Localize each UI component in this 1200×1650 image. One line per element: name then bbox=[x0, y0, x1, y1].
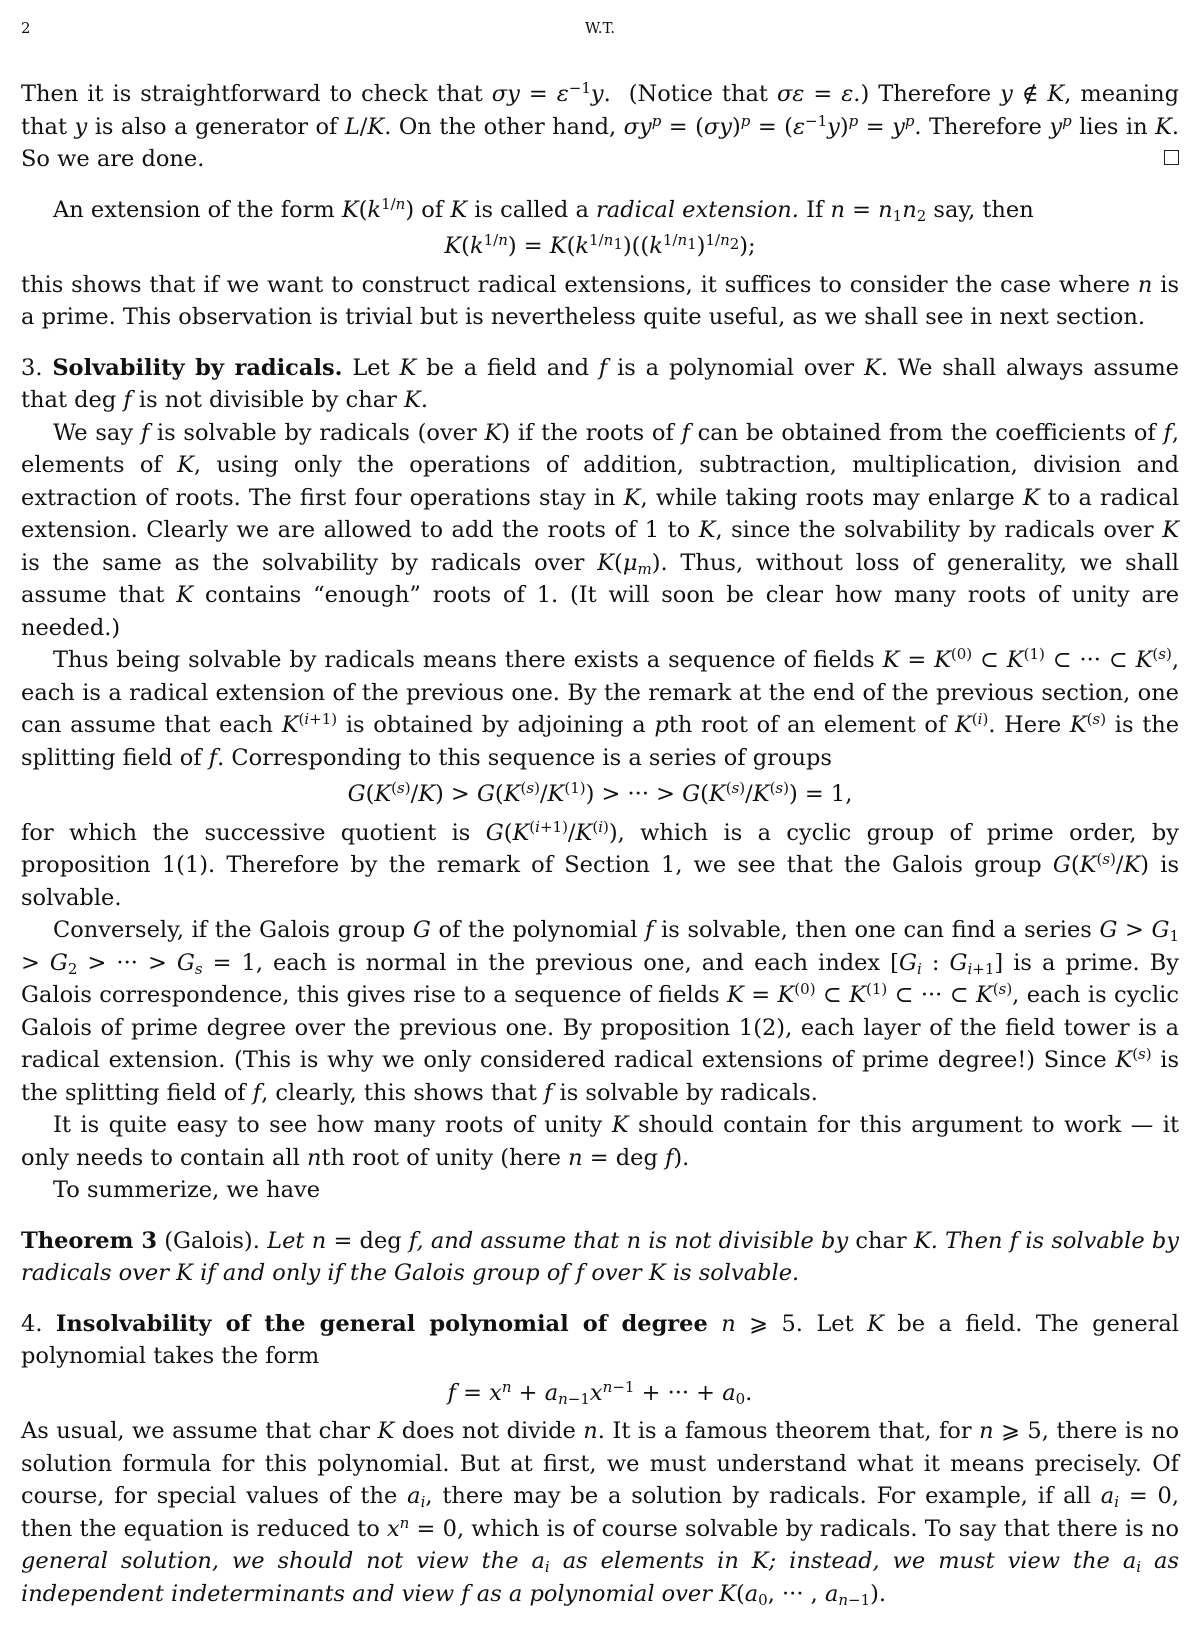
section-3-heading-paragraph: 3. Solvability by radicals. Let K be a field and f is a polynomial over K. We shall always assume that deg f is not divisible by char K. bbox=[21, 354, 1179, 413]
section-number: 3. bbox=[21, 354, 43, 381]
page-number: 2 bbox=[21, 19, 31, 37]
paragraph-proof-end: Then it is straightforward to check that $\sigma y = \varepsilon^{-1}y$. (Notice that σε = ε.) Therefore y ∉ K, meaning that y is also a generator of L/K. On the other hand, $\sigma y^p = (\sigma y)^p = (\varepsilon^{-1}y)^p = y^p$. Therefore $y^p$ lies in K. So we are done. bbox=[21, 79, 1180, 172]
section-title: Insolvability of the general polynomial of degree bbox=[55, 1310, 708, 1337]
section-title: Solvability by radicals. bbox=[52, 354, 343, 381]
qed-box-icon bbox=[1164, 150, 1179, 165]
paragraph-converse: Conversely, if the Galois group G of the polynomial f is solvable, then one can find a series $G > G_1 > G_2$ > ··· > $G_s = 1$, each is normal in the previous one, and each index [$G_i$ : $G_{i+1}$] is a prime. By Galois correspondence, this gives rise to a sequence of fields $K = K^{(0)}$ ⊂ $K^{(1)}$ ⊂ ··· ⊂ $K^{(s)}$, each is cyclic Galois of prime degree over the previous one. By proposition 1(2), each layer of the field tower is a radical extension. (This is why we only considered radical extensions of prime degree!) Since $K^{(s)}$ is the splitting field of f, clearly, this shows that f is solvable by radicals. bbox=[21, 917, 1180, 1106]
paragraph-radical-extension: An extension of the form $K(k^{1/n})$ of K is called a radical extension. If $n = n_1n_2$ say, then bbox=[53, 194, 1034, 225]
theorem-attribution: (Galois). bbox=[164, 1227, 260, 1254]
section-number: 4. bbox=[21, 1310, 43, 1337]
page-header bbox=[21, 14, 1179, 42]
section-4-heading-paragraph: 4. Insolvability of the general polynomial of degree n ⩾ 5. Let K be a field. The general polynomial takes the form bbox=[21, 1310, 1179, 1369]
running-head: W.T. bbox=[584, 19, 616, 37]
equation-general-polynomial: $f = x^n + a_{n-1}x^{n-1}$ + ··· + $a_0$. bbox=[447, 1377, 753, 1408]
paragraph-roots-of-unity: It is quite easy to see how many roots of unity K should contain for this argument to work — it only needs to contain all nth root of unity (here n = deg f). bbox=[21, 1112, 1179, 1171]
paragraph-prime-case: this shows that if we want to construct radical extensions, it suffices to consider the case where n is a prime. This observation is trivial but is nevertheless quite useful, as we shall see in next section. bbox=[21, 271, 1180, 330]
term-radical-extension: radical extension. bbox=[596, 196, 799, 223]
equation-group-series: $G(K^{(s)}/K) > G(K^{(s)}/K^{(1)})$ > ··· > $G(K^{(s)}/K^{(s)}) = 1$, bbox=[347, 779, 853, 807]
paragraph-general-solution: As usual, we assume that char K does not divide n. It is a famous theorem that, for n ⩾ 5, there is no solution formula for this polynomial. But at first, we must understand what it means precisely. Of course, for special values of the $a_i$, there may be a solution by radicals. For example, if all $a_i = 0$, then the equation is reduced to $x^n = 0$, which is of course solvable by radicals. To say that there is no general solution, we should not view the $a_i$ as elements in K; instead, we must view the $a_i$ as independent indeterminants and view f as a polynomial over $K(a_0$, ··· , $a_{n-1}$). bbox=[21, 1418, 1180, 1609]
theorem-label: Theorem 3 bbox=[21, 1227, 157, 1254]
paragraph-summary: To summerize, we have bbox=[53, 1177, 321, 1203]
equation-radical-tower: $K(k^{1/n}) = K(k^{1/n_1})((k^{1/n_1})^{1/n_2})$; bbox=[444, 231, 756, 259]
page-body bbox=[21, 78, 1179, 1610]
theorem-3: Theorem 3 (Galois). Let n = deg f, and assume that n is not divisible by char K. Then f is solvable by radicals over K if and only if the Galois group of f over K is solvable. bbox=[21, 1227, 1180, 1286]
paragraph-solvable-definition: We say f is solvable by radicals (over K) if the roots of f can be obtained from the coefficients of f, elements of K, using only the operations of addition, subtraction, multiplication, division and extraction of roots. The first four operations stay in K, while taking roots may enlarge K to a radical extension. Clearly we are allowed to add the roots of 1 to K, since the solvability by radicals over K is the same as the solvability by radicals over $K(\mu_m)$. Thus, without loss of generality, we shall assume that K contains “enough” roots of 1. (It will soon be clear how many roots of unity are needed.) bbox=[21, 419, 1180, 641]
paragraph-successive-quotient: for which the successive quotient is $G(K^{(i+1)}/K^{(i)})$, which is a cyclic group of prime order, by proposition 1(1). Therefore by the remark of Section 1, we see that the Galois group $G(K^{(s)}/K)$ is solvable. bbox=[21, 817, 1179, 911]
paragraph-field-sequence: Thus being solvable by radicals means there exists a sequence of fields $K = K^{(0)}$ ⊂ $K^{(1)}$ ⊂ ··· ⊂ $K^{(s)}$, each is a radical extension of the previous one. By the remark at the end of the previous section, one can assume that each $K^{(i+1)}$ is obtained by adjoining a pth root of an element of $K^{(i)}$. Here $K^{(s)}$ is the splitting field of f. Corresponding to this sequence is a series of groups bbox=[21, 645, 1180, 771]
